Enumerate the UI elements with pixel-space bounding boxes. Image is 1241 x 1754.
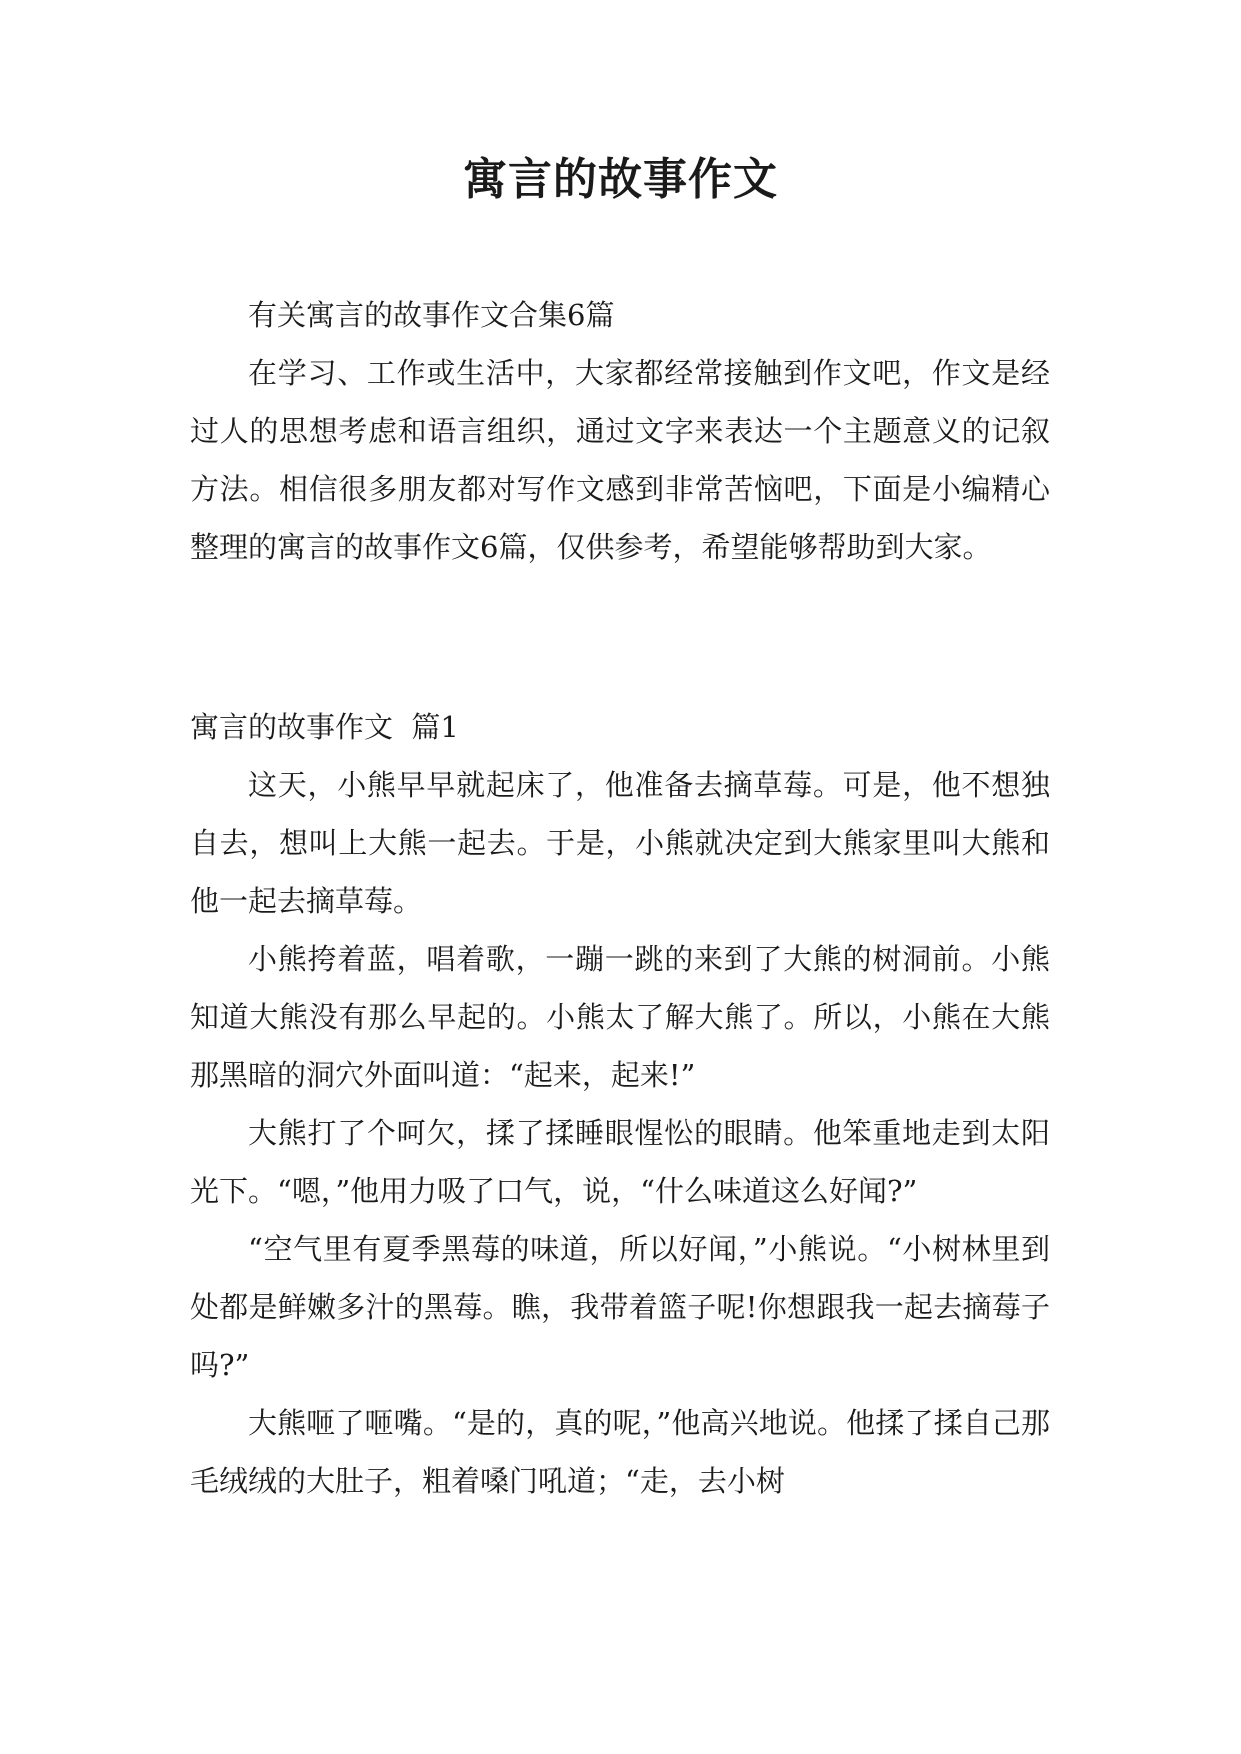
story-paragraph: 大熊打了个呵欠，揉了揉睡眼惺忪的眼睛。他笨重地走到太阳光下。“嗯，”他用力吸了口气，说，“什么味道这么好闻?” [190,1116,1050,1208]
intro-paragraph: 在学习、工作或生活中，大家都经常接触到作文吧，作文是经过人的思想考虑和语言组织，通过文字来表达一个主题意义的记叙方法。相信很多朋友都对写作文感到非常苦恼吧，下面是小编精心整理的寓言的故事作文6篇，仅供参考，希望能够帮助到大家。 [190,356,1050,564]
story-paragraph: 大熊咂了咂嘴。“是的，真的呢，”他高兴地说。他揉了揉自己那毛绒绒的大肚子，粗着嗓门吼道；“走，去小树 [190,1406,1050,1498]
intro-block [190,286,1050,576]
story-paragraph: 这天，小熊早早就起床了，他准备去摘草莓。可是，他不想独自去，想叫上大熊一起去。于是，小熊就决定到大熊家里叫大熊和他一起去摘草莓。 [190,768,1050,918]
story-paragraph: “空气里有夏季黑莓的味道，所以好闻，”小熊说。“小树林里到处都是鲜嫩多汁的黑莓。瞧，我带着篮子呢!你想跟我一起去摘莓子吗?” [190,1232,1050,1382]
section-1 [190,698,1050,1510]
document-title: 寓言的故事作文 [463,154,778,205]
intro-subtitle: 有关寓言的故事作文合集6篇 [248,298,615,332]
story-paragraph: 小熊挎着蓝，唱着歌，一蹦一跳的来到了大熊的树洞前。小熊知道大熊没有那么早起的。小熊太了解大熊了。所以，小熊在大熊那黑暗的洞穴外面叫道：“起来，起来!” [190,942,1050,1092]
section-heading: 寓言的故事作文 篇1 [190,710,459,744]
